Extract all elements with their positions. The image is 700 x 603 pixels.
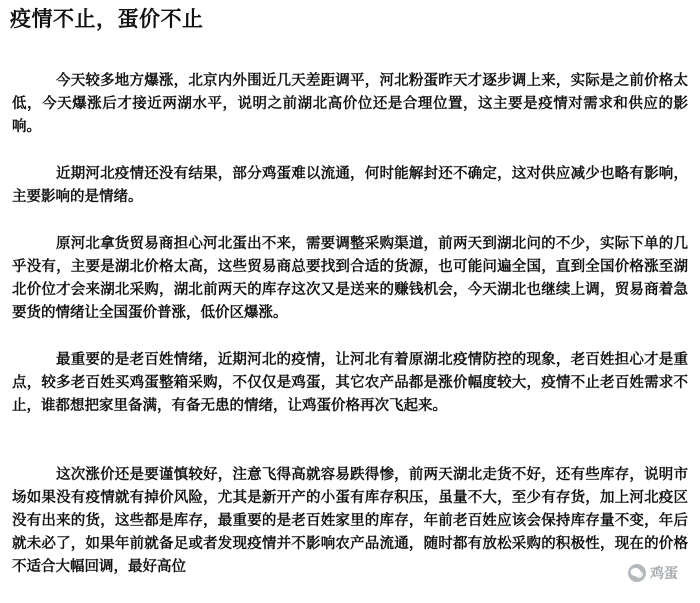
paragraph-2: 近期河北疫情还没有结果，部分鸡蛋难以流通，何时能解封还不确定，这对供应减少也略有影响，主要影响的是情绪。 (12, 166, 688, 205)
paragraph-4: 最重要的是老百姓情绪，近期河北的疫情，让河北有着原湖北疫情防控的现象，老百姓担心才是重点，较多老百姓买鸡蛋整箱采购，不仅仅是鸡蛋，其它农产品都是涨价幅度较大，疫情不止老百姓需求不止，谁都想把家里备满，有备无患的情绪，让鸡蛋价格再次飞起来。 (12, 352, 688, 414)
paragraph-5: 这次涨价还是要谨慎较好，注意飞得高就容易跌得惨，前两天湖北走货不好，还有些库存，说明市场如果没有疫情就有掉价风险，尤其是新开产的小蛋有库存积压，虽量不大，至少有存货，加上河北疫区没有出来的货，这些都是库存，最重要的是老百姓家里的库存，年前老百姓应该会保持库存量不变，年后就未必了，如果年前就备足或者发现疫情并不影响农产品流通，随时都有放松采购的积极性，现在的价格不适合大幅回调，最好高位 (12, 467, 688, 575)
paragraph-3: 原河北拿货贸易商担心河北蛋出不来，需要调整采购渠道，前两天到湖北问的不少，实际下单的几乎没有，主要是湖北价格太高，这些贸易商总要找到合适的货源，也可能问遍全国，直到全国价格涨至湖北价位才会来湖北采购，湖北前两天的库存这次又是送来的赚钱机会，今天湖北也继续上调，贸易商着急要货的情绪让全国蛋价普涨，低价区爆涨。 (12, 236, 688, 321)
article-title: 疫情不止，蛋价不止 (10, 7, 204, 31)
watermark-text: 鸡蛋 (650, 566, 678, 582)
wechat-logo-icon (628, 564, 646, 582)
watermark (628, 563, 678, 583)
paragraph-1: 今天较多地方爆涨，北京内外围近几天差距调平，河北粉蛋昨天才逐步调上来，实际是之前价格太低，今天爆涨后才接近两湖水平，说明之前湖北高价位还是合理位置，这主要是疫情对需求和供应的影响。 (12, 73, 688, 135)
